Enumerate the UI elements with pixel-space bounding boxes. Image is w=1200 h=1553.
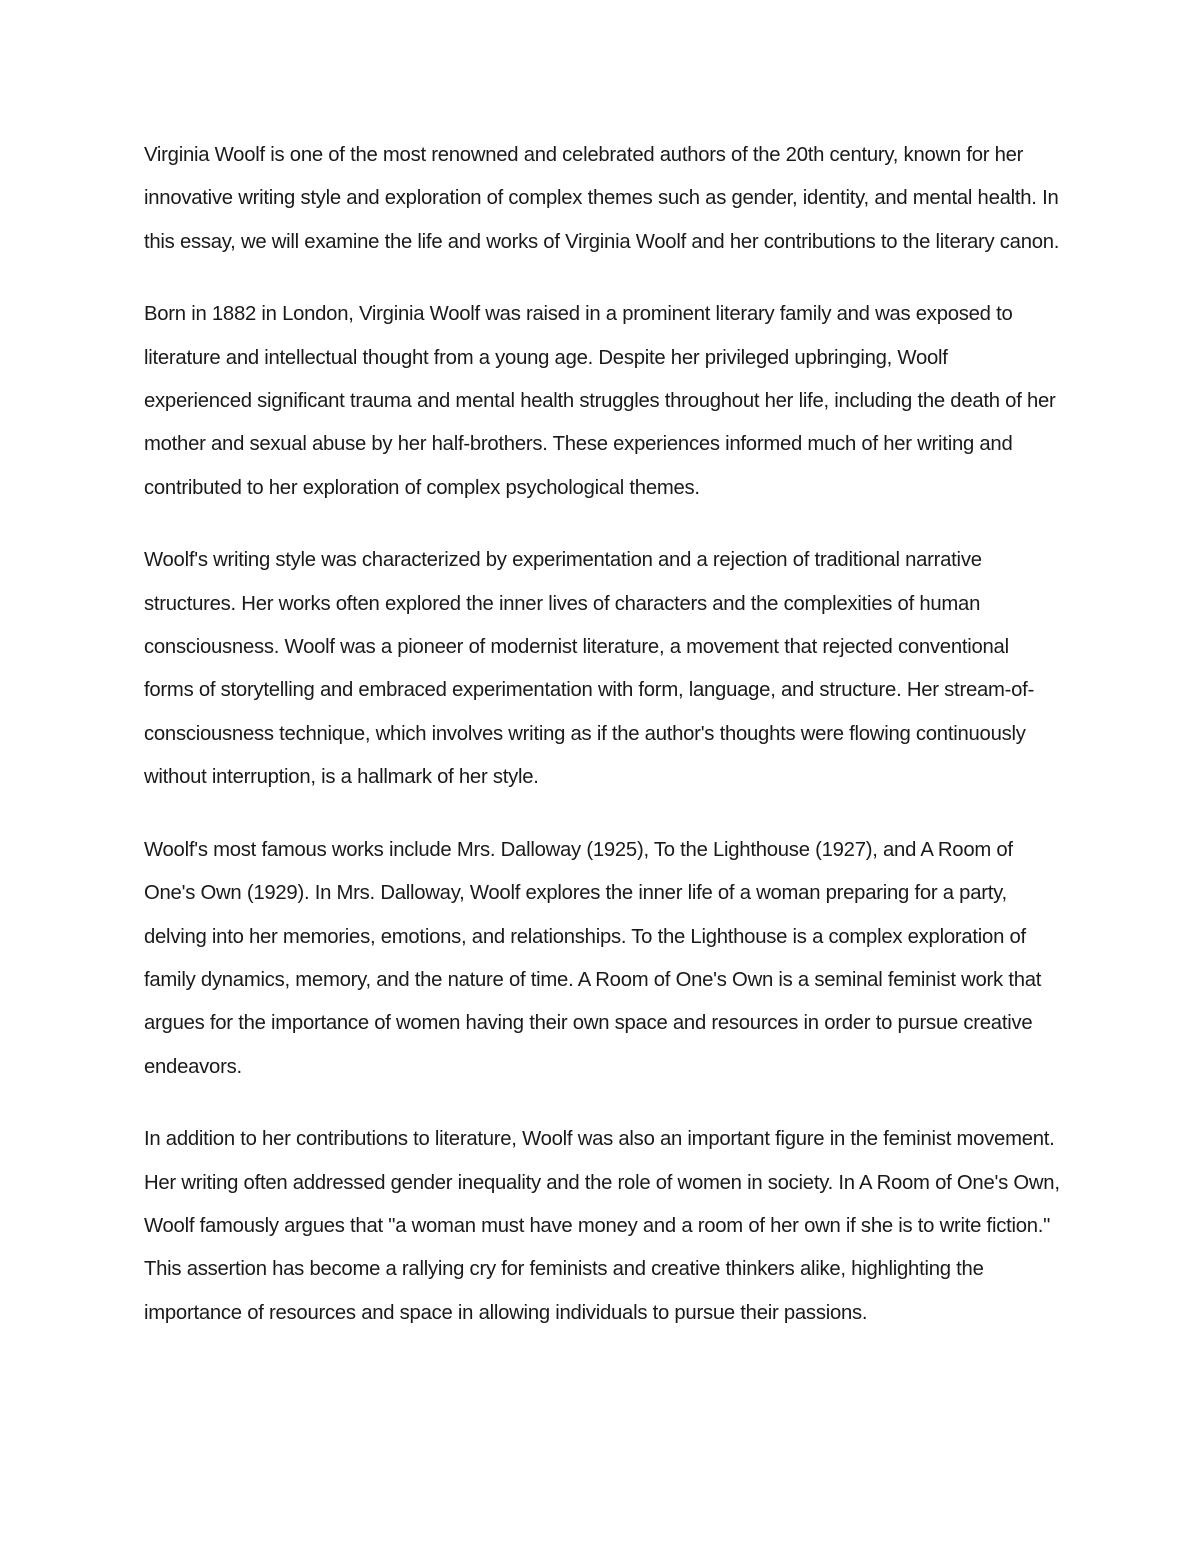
paragraph-feminism: In addition to her contributions to literature, Woolf was also an important figure in the feminist movement. Her writing often addressed gender inequality and the role of women in society. In A Room of One's Own, Woolf famously argues that "a woman must have money and a room of her own if she is to write fiction." This assertion has become a rallying cry for feminists and creative thinkers alike, highlighting the importance of resources and space in allowing individuals to pursue their passions. [144, 1128, 1060, 1324]
essay-body [144, 134, 1060, 1364]
paragraph-writing-style: Woolf's writing style was characterized by experimentation and a rejection of traditional narrative structures. Her works often explored the inner lives of characters and the complexities of human consciousness. Woolf was a pioneer of modernist literature, a movement that rejected conventional forms of storytelling and embraced experimentation with form, language, and structure. Her stream-of-consciousness technique, which involves writing as if the author's thoughts were flowing continuously without interruption, is a hallmark of her style. [144, 549, 1035, 789]
paragraph-biography: Born in 1882 in London, Virginia Woolf was raised in a prominent literary family and was exposed to literature and intellectual thought from a young age. Despite her privileged upbringing, Woolf experienced significant trauma and mental health struggles throughout her life, including the death of her mother and sexual abuse by her half-brothers. These experiences informed much of her writing and contributed to her exploration of complex psychological themes. [144, 303, 1056, 499]
paragraph-intro: Virginia Woolf is one of the most renowned and celebrated authors of the 20th century, known for her innovative writing style and exploration of complex themes such as gender, identity, and mental health. In this essay, we will examine the life and works of Virginia Woolf and her contributions to the literary canon. [144, 144, 1060, 253]
paragraph-famous-works: Woolf's most famous works include Mrs. Dalloway (1925), To the Lighthouse (1927), and A Room of One's Own (1929). In Mrs. Dalloway, Woolf explores the inner life of a woman preparing for a party, delving into her memories, emotions, and relationships. To the Lighthouse is a complex exploration of family dynamics, memory, and the nature of time. A Room of One's Own is a seminal feminist work that argues for the importance of women having their own space and resources in order to pursue creative endeavors. [144, 838, 1042, 1078]
